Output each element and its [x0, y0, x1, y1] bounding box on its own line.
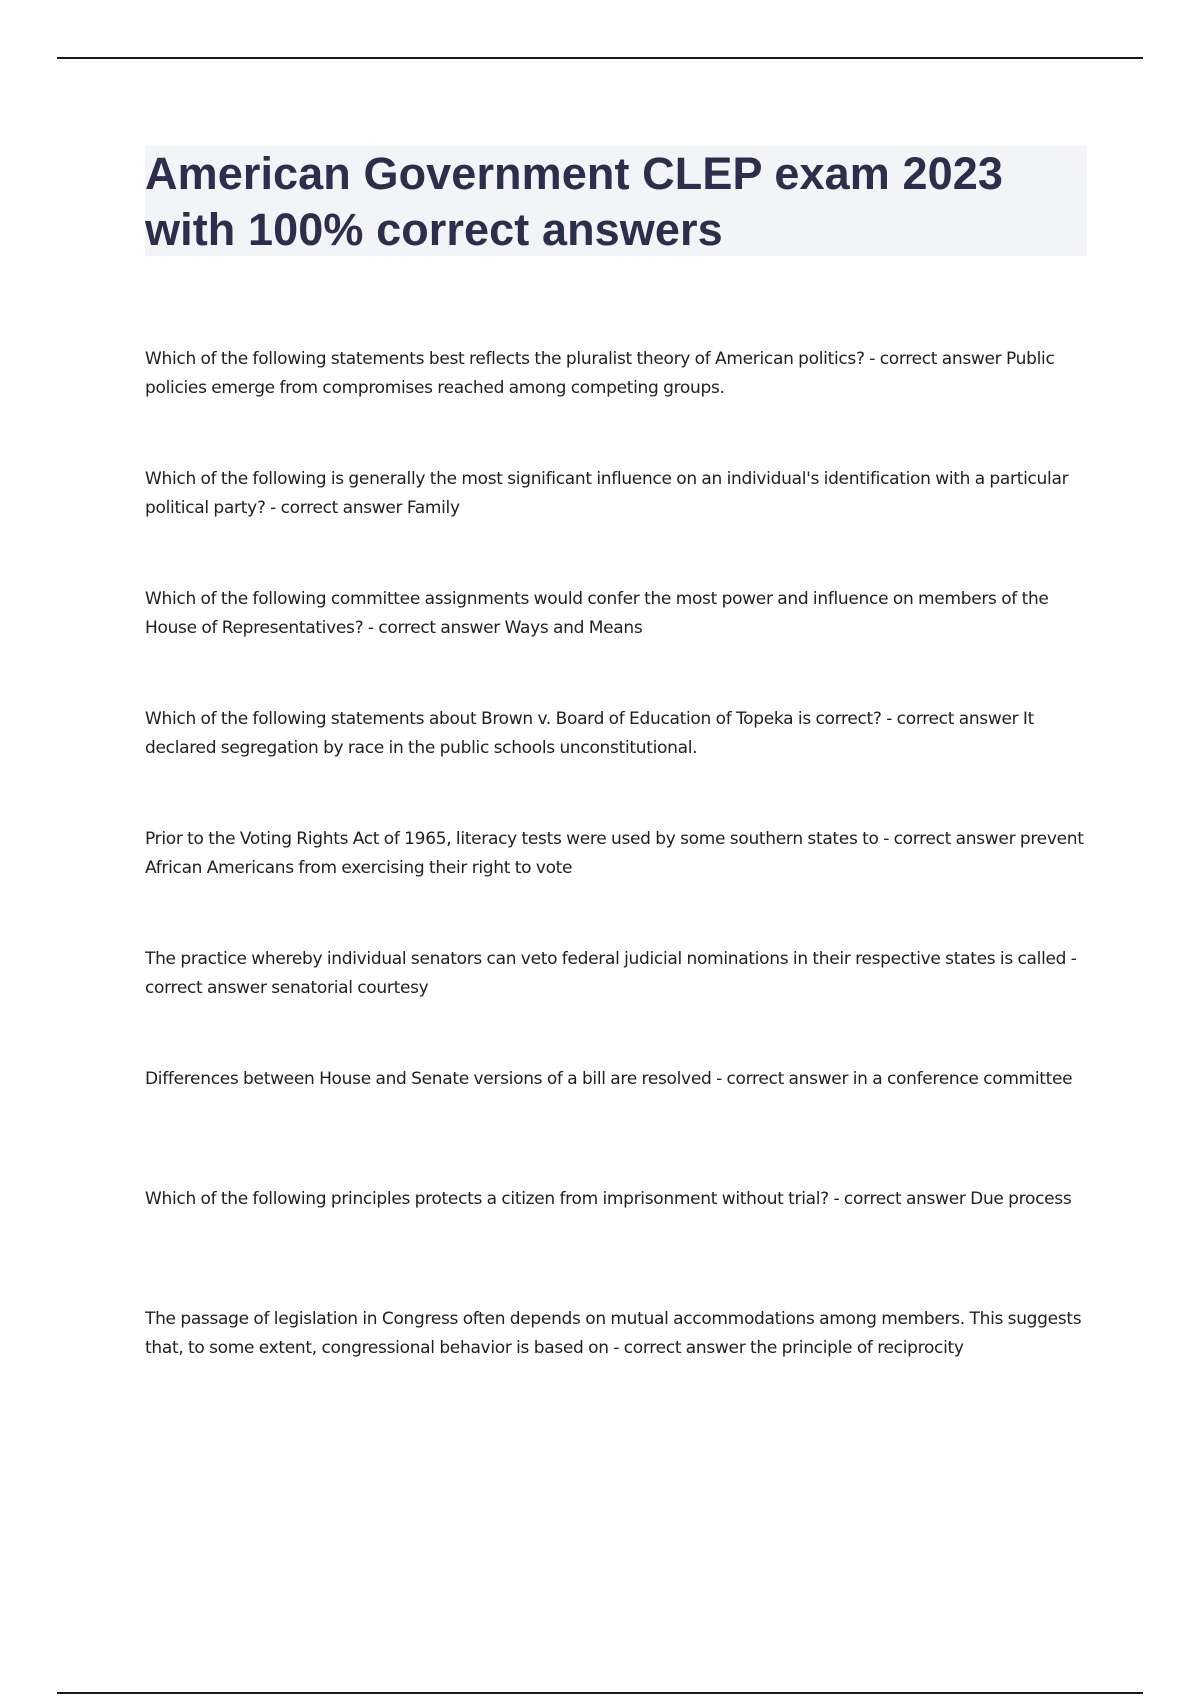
qa-item — [145, 705, 1095, 825]
document-title: American Government CLEP exam 2023 with 100% correct answers — [145, 148, 1003, 255]
qa-text: The practice whereby individual senators can veto federal judicial nominations in their respective states is called - correct answer senatorial courtesy — [145, 949, 1077, 998]
qa-item — [145, 345, 1095, 465]
qa-list — [145, 345, 1095, 1425]
qa-text: Which of the following statements about Brown v. Board of Education of Topeka is correct? - correct answer It declared segregation by race in the public schools unconstitutional. — [145, 709, 1034, 758]
qa-text: Differences between House and Senate versions of a bill are resolved - correct answer in a conference committee — [145, 1069, 1073, 1089]
qa-text: Prior to the Voting Rights Act of 1965, literacy tests were used by some southern states to - correct answer prevent African Americans from exercising their right to vote — [145, 829, 1084, 878]
qa-item — [145, 825, 1095, 945]
top-divider — [57, 57, 1143, 59]
qa-text: Which of the following principles protects a citizen from imprisonment without trial? - correct answer Due process — [145, 1189, 1072, 1209]
qa-text: Which of the following statements best reflects the pluralist theory of American politics? - correct answer Public policies emerge from compromises reached among competing groups. — [145, 349, 1055, 398]
qa-item — [145, 1065, 1095, 1185]
qa-text: Which of the following committee assignments would confer the most power and influence on members of the House of Representatives? - correct answer Ways and Means — [145, 589, 1049, 638]
qa-text: The passage of legislation in Congress often depends on mutual accommodations among members. This suggests that, to some extent, congressional behavior is based on - correct answer the principle of reciprocity — [145, 1309, 1082, 1358]
qa-item — [145, 945, 1095, 1065]
qa-item — [145, 1185, 1095, 1305]
qa-text: Which of the following is generally the most significant influence on an individual's identification with a particular political party? - correct answer Family — [145, 469, 1069, 518]
bottom-divider — [57, 1692, 1143, 1694]
qa-item — [145, 1305, 1095, 1425]
qa-item — [145, 465, 1095, 585]
qa-item — [145, 585, 1095, 705]
